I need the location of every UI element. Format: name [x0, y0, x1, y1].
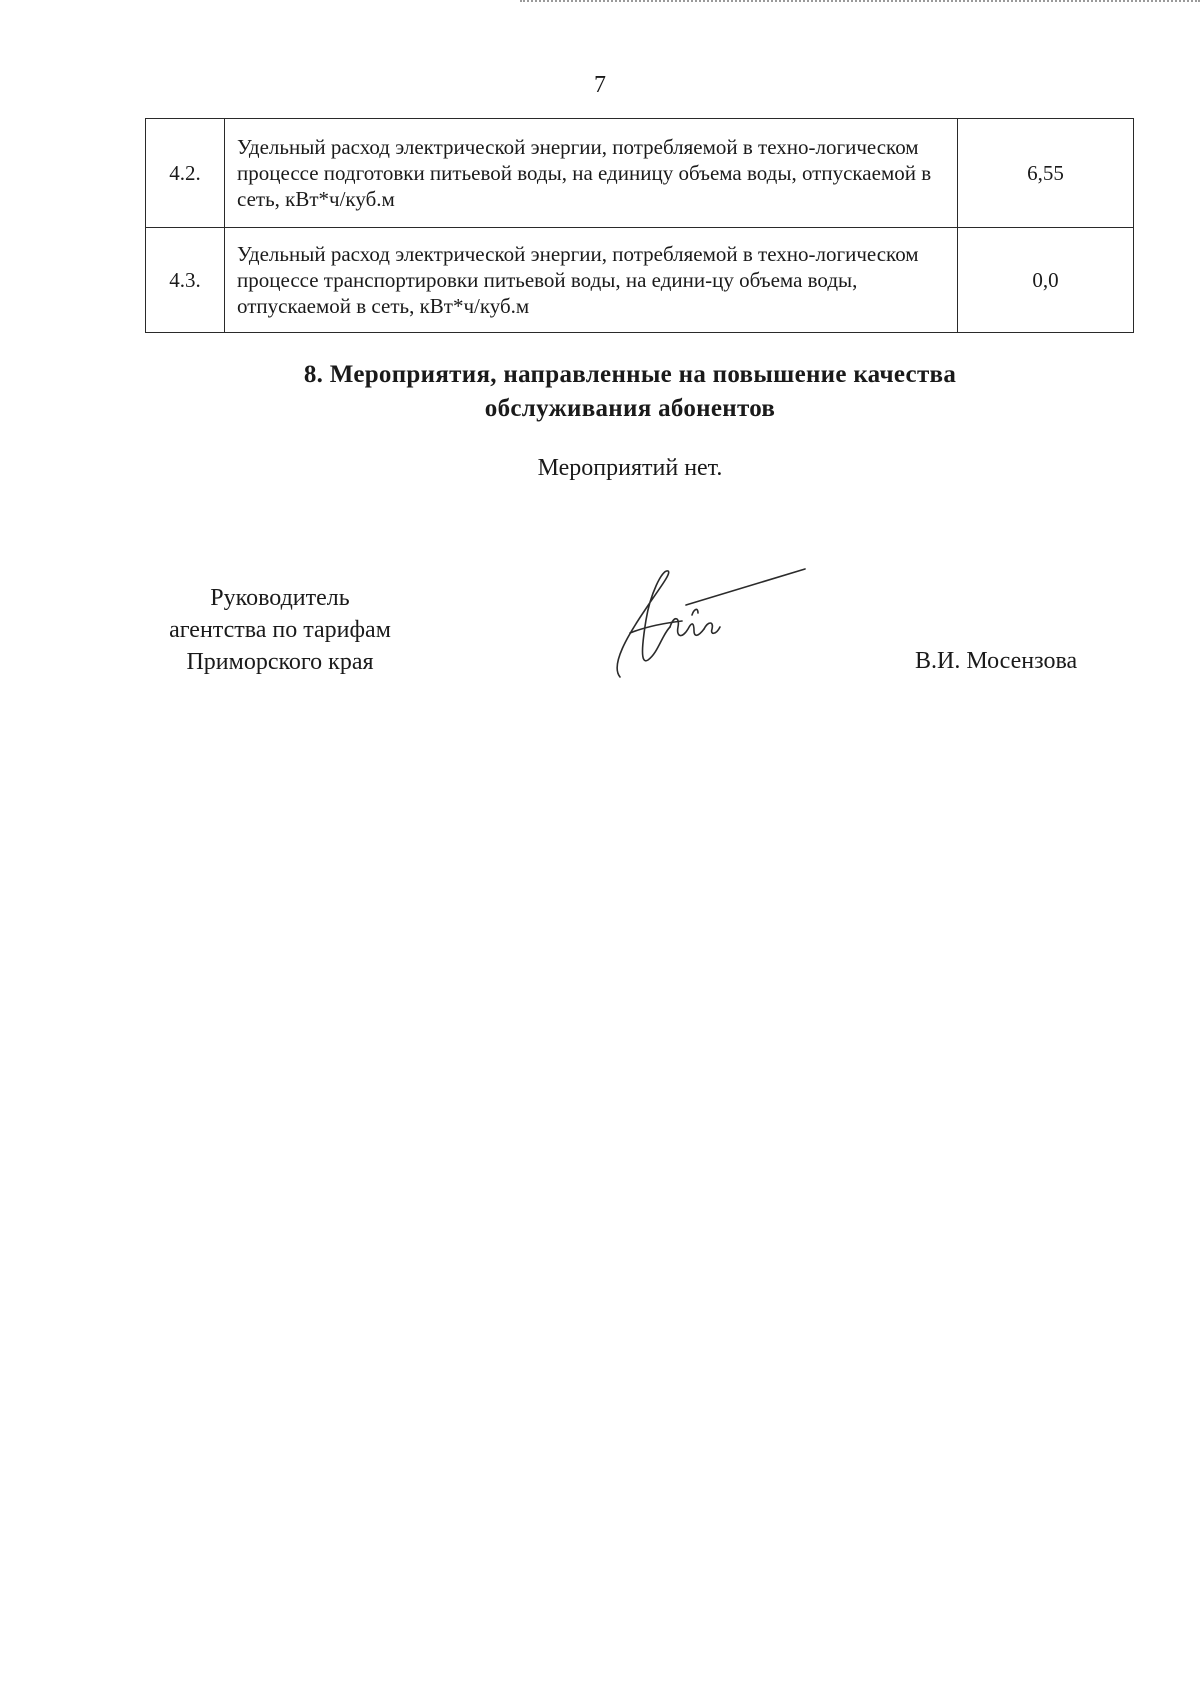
table-row — [146, 228, 1134, 333]
row-number: 4.2. — [146, 119, 225, 228]
section-heading-line: обслуживания абонентов — [484, 395, 776, 422]
section-body-text: Мероприятий нет. — [537, 455, 723, 481]
scan-edge-mark — [520, 0, 1200, 5]
page-number: 7 — [594, 72, 606, 98]
table-row — [146, 119, 1134, 228]
position-line: Руководитель — [210, 585, 350, 611]
row-description: Удельный расход электрической энергии, потребляемой в техно-логическом процессе подготовки питьевой воды, на единицу объема воды, отпускаемой в сеть, кВт*ч/куб.м — [225, 119, 958, 228]
row-value: 6,55 — [958, 119, 1134, 228]
handwritten-signature — [600, 565, 810, 685]
row-value: 0,0 — [958, 228, 1134, 333]
section-heading — [0, 358, 1200, 426]
section-heading-line: 8. Мероприятия, направленные на повышение качества — [303, 361, 957, 388]
position-line: Приморского края — [186, 649, 374, 675]
position-line: агентства по тарифам — [169, 617, 391, 643]
indicators-table — [145, 118, 1134, 333]
row-description: Удельный расход электрической энергии, потребляемой в техно-логическом процессе транспортировки питьевой воды, на едини-цу объема воды, отпускаемой в сеть, кВт*ч/куб.м — [225, 228, 958, 333]
signatory-name: В.И. Мосензова — [915, 648, 1078, 674]
signatory-position — [145, 582, 415, 678]
row-number: 4.3. — [146, 228, 225, 333]
